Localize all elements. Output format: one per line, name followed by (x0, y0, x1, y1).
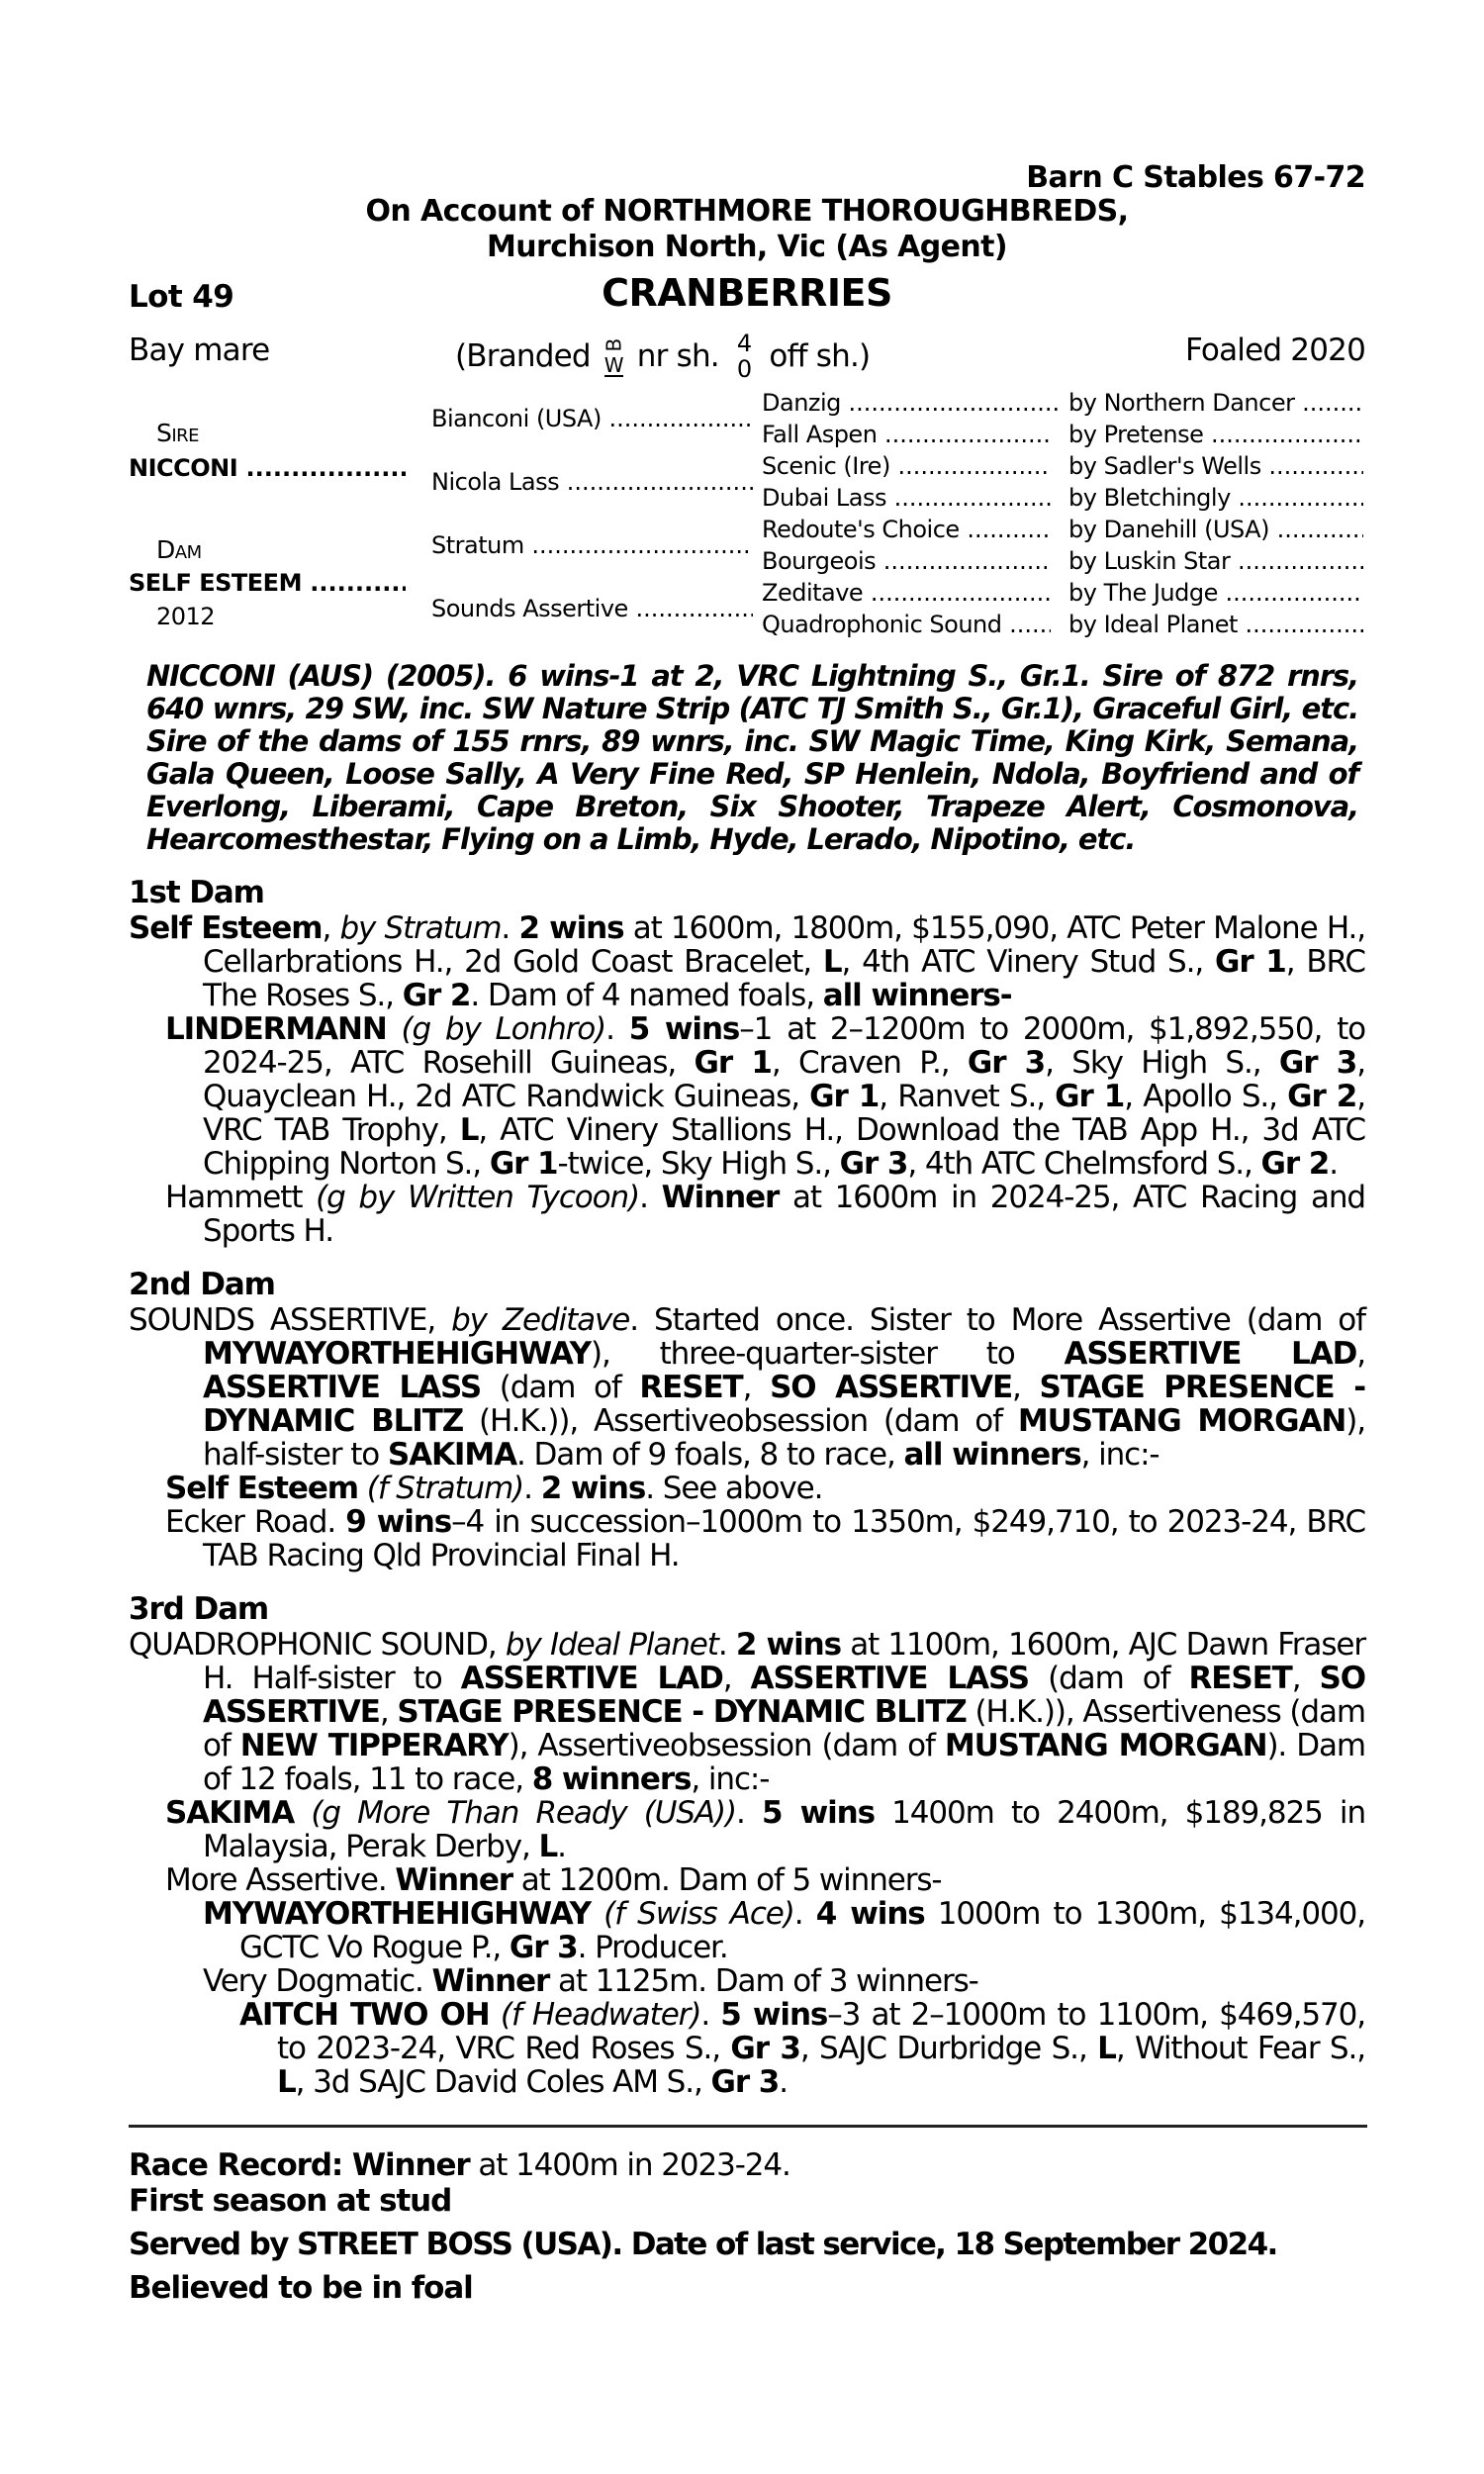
text: . (736, 1795, 762, 1831)
text: ), half-sister to (203, 1403, 1365, 1473)
progeny-entry (129, 1964, 1365, 1998)
text (591, 1896, 603, 1932)
bold-text: Gr 1 (694, 1045, 772, 1081)
bold-text: Gr 3 (710, 2064, 780, 2100)
bold-text: MUSTANG MORGAN (1017, 1403, 1346, 1439)
text: , (1291, 1661, 1320, 1696)
bold-text: AITCH TWO OH (239, 1997, 490, 2033)
text (358, 1471, 367, 1506)
text: , Ranvet S., (879, 1079, 1056, 1114)
bold-text: SAKIMA (165, 1795, 295, 1831)
great-grandparent-sire: by Pretense ..... (1068, 420, 1363, 450)
text: -twice, Sky High S., (557, 1146, 840, 1182)
text: (H.K.)), Assertiveness (dam of (203, 1694, 1365, 1763)
bold-text: 5 wins (628, 1011, 740, 1047)
text: . Producer. (577, 1930, 728, 1965)
bold-text: ASSERTIVE LASS (750, 1661, 1030, 1696)
text: –3 at 2–1000m to 1100m, $469,570, to 2023-24, VRC Red Roses S., (277, 1997, 1365, 2066)
bold-text: Gr 2 (1287, 1079, 1357, 1114)
race-record (129, 2147, 1365, 2183)
text (387, 1011, 402, 1047)
bold-text: 2 wins (735, 1627, 841, 1663)
text: , 3d SAJC David Coles AM S., (295, 2064, 711, 2100)
brand-near-shoulder: nr sh. (636, 338, 719, 374)
text: , (322, 910, 340, 946)
bold-text: MYWAYORTHEHIGHWAY (203, 1336, 592, 1372)
bold-text: 9 wins (345, 1504, 452, 1540)
text: (H.K.)), Assertiveobsession (dam of (463, 1403, 1018, 1439)
text: . (605, 1011, 629, 1047)
italic-text: (g by Lonhro) (401, 1011, 606, 1047)
progeny-entry (129, 1863, 1365, 1897)
text: . (779, 2064, 788, 2100)
text: More Assertive. (165, 1862, 396, 1898)
text: , 4th ATC Chelmsford S., (907, 1146, 1261, 1182)
italic-text: (f Swiss Ace) (603, 1896, 794, 1932)
bold-text: RESET (1188, 1661, 1292, 1696)
text: . (523, 1471, 541, 1506)
progeny-entry (129, 1998, 1365, 2099)
bold-text: 8 winners (531, 1761, 692, 1797)
italic-text: (g More Than Ready (USA)) (311, 1795, 737, 1831)
race-record-label: Race Record: Winner (129, 2147, 470, 2183)
text: at 1100m, 1600m, AJC Dawn Fraser H. Half-sister to (203, 1627, 1365, 1696)
bold-text: RESET (639, 1370, 743, 1405)
text: SOUNDS ASSERTIVE, (129, 1302, 452, 1338)
bold-text: 5 wins (761, 1795, 875, 1831)
italic-text: (g by Written Tycoon) (316, 1180, 640, 1215)
great-grandparent-sire: by Ideal Planet ..... (1068, 610, 1363, 640)
bold-text: Gr 1 (1055, 1079, 1125, 1114)
great-grandparent-sire: by Sadler's Wells ..... (1068, 451, 1363, 482)
bold-text: 5 wins (720, 1997, 828, 2033)
text: –1 at 2–1200m to 2000m, $1,892,550, to 2024-25, ATC Rosehill Guineas, (203, 1011, 1365, 1081)
progeny-entry (129, 1505, 1365, 1572)
text: –4 in succession–1000m to 1350m, $249,710, to 2023-24, BRC TAB Racing Qld Provincial Final H. (203, 1504, 1365, 1573)
text: , Quayclean H., 2d ATC Randwick Guineas, (203, 1045, 1365, 1114)
bold-text: 2 wins (540, 1471, 646, 1506)
bold-text: MUSTANG MORGAN (944, 1728, 1267, 1763)
bold-text: Self Esteem (129, 910, 323, 946)
first-dam-section (129, 874, 1365, 1248)
bold-text: Gr 3 (839, 1146, 908, 1182)
great-grandparent-sire: by Bletchingly ..... (1068, 483, 1363, 514)
italic-text: by Ideal Planet (505, 1627, 718, 1663)
bold-text: Gr 3 (730, 2031, 800, 2066)
text: (dam of (1029, 1661, 1189, 1696)
text: , (722, 1661, 751, 1696)
bold-text: Gr 3 (509, 1930, 578, 1965)
dam-label: Dam (156, 535, 202, 564)
second-dam-title: 2nd Dam (129, 1267, 275, 1302)
text: , (379, 1694, 398, 1730)
bold-text: Winner (395, 1862, 512, 1898)
text: . (700, 1997, 721, 2033)
text: (dam of (481, 1370, 640, 1405)
italic-text: (f Headwater) (500, 1997, 701, 2033)
bold-text: STAGE PRESENCE - DYNAMIC BLITZ (397, 1694, 967, 1730)
text: , SAJC Durbridge S., (799, 2031, 1098, 2066)
race-record-text: at 1400m in 2023-24. (469, 2147, 790, 2183)
text: at 1600m in 2024-25, ATC Racing and Sports H. (203, 1180, 1365, 1249)
text: . (501, 910, 519, 946)
text: . (1329, 1146, 1338, 1182)
great-grandparent: Redoute's Choice ..... (762, 515, 1051, 545)
second-dam-entries (129, 1303, 1365, 1572)
great-grandparent-sire: by Luskin Star ..... (1068, 546, 1363, 577)
text: at 1125m. Dam of 3 winners- (549, 1963, 978, 1999)
bold-text: all winners (903, 1437, 1081, 1473)
great-grandparent-sire: by Northern Dancer ..... (1068, 388, 1363, 419)
bold-text: ASSERTIVE LAD (460, 1661, 723, 1696)
lot-number: Lot 49 (129, 279, 234, 315)
text: , BRC The Roses S., (203, 944, 1365, 1013)
italic-text: by Stratum (339, 910, 502, 946)
text: . (793, 1896, 816, 1932)
text: , Craven P., (771, 1045, 968, 1081)
pedigree-table (129, 376, 1365, 648)
text: , Apollo S., (1124, 1079, 1288, 1114)
brand-number-top: 4 (736, 330, 752, 357)
progeny-entry (129, 1012, 1365, 1181)
bold-text: Gr 2 (1260, 1146, 1330, 1182)
bold-text: SO ASSERTIVE (770, 1370, 1013, 1405)
bold-text: 2 wins (518, 910, 624, 946)
colour-sex: Bay mare (129, 333, 270, 368)
bold-text: SAKIMA (387, 1437, 517, 1473)
bold-text: SO ASSERTIVE (203, 1661, 1366, 1730)
granddam-sire: Nicola Lass ..... (431, 467, 753, 498)
second-dam-section (129, 1266, 1365, 1572)
text (490, 1997, 501, 2033)
dam-name: SELF ESTEEM ..... (129, 568, 406, 599)
barn-location: Barn C Stables 67-72 (1026, 160, 1365, 195)
great-grandparent: Zeditave ..... (762, 578, 1051, 609)
grandsire-sire: Bianconi (USA) ..... (431, 404, 753, 434)
bold-text: L (277, 2064, 296, 2100)
bold-text: ASSERTIVE LAD (1064, 1336, 1357, 1372)
brand-off-shoulder: off sh.) (769, 338, 871, 374)
third-dam-section (129, 1590, 1365, 2099)
bold-text: LINDERMANN (165, 1011, 387, 1047)
progeny-entry (129, 911, 1365, 1012)
bold-text: NEW TIPPERARY (239, 1728, 509, 1763)
bold-text: Gr 3 (1278, 1045, 1357, 1081)
text: . Started once. Sister to More Assertive (dam of (629, 1302, 1365, 1338)
text: Ecker Road. (165, 1504, 346, 1540)
brand-top-letter: B (602, 338, 626, 352)
text: . (557, 1829, 566, 1864)
text: at 1600m, 1800m, $155,090, ATC Peter Malone H., Cellarbrations H., 2d Gold Coast Bracelet, (203, 910, 1365, 980)
bold-text: Winner (431, 1963, 550, 1999)
great-grandparent: Dubai Lass ..... (762, 483, 1051, 514)
progeny-entry (129, 1897, 1365, 1964)
text (294, 1795, 311, 1831)
text: , inc:- (1080, 1437, 1159, 1473)
horse-name: CRANBERRIES (602, 271, 892, 315)
progeny-entry (129, 1303, 1365, 1472)
bold-text: Gr 1 (1215, 944, 1286, 980)
great-grandparent: Bourgeois ..... (762, 546, 1051, 577)
stud-note: First season at stud (129, 2183, 452, 2219)
foaled-year: Foaled 2020 (1185, 333, 1365, 368)
vendor-line-1: On Account of NORTHMORE THOROUGHBREDS, (365, 194, 1129, 229)
italic-text: (f Stratum) (366, 1471, 524, 1506)
sire-name: NICCONI ..... (129, 453, 406, 484)
bold-text: L (538, 1829, 558, 1864)
progeny-entry (129, 1472, 1365, 1505)
catalogue-header (129, 0, 1365, 383)
first-dam-title: 1st Dam (129, 875, 264, 910)
service-note: Served by STREET BOSS (USA). Date of last service, 18 September 2024. (129, 2227, 1277, 2262)
text: at 1200m. Dam of 5 winners- (512, 1862, 942, 1898)
great-grandparent: Scenic (Ire) ..... (762, 451, 1051, 482)
granddam-dam: Sounds Assertive ..... (431, 594, 753, 624)
text: 1400m to 2400m, $189,825 in Malaysia, Perak Derby, (203, 1795, 1365, 1864)
bold-text: Gr 1 (489, 1146, 558, 1182)
great-grandparent-sire: by The Judge ..... (1068, 578, 1363, 609)
bold-text: MYWAYORTHEHIGHWAY (203, 1896, 592, 1932)
bold-text: Gr 3 (967, 1045, 1046, 1081)
first-dam-entries (129, 911, 1365, 1248)
text: . See above. (645, 1471, 823, 1506)
text: . Dam of 9 foals, 8 to race, (516, 1437, 904, 1473)
bold-text: Winner (661, 1180, 780, 1215)
text: Hammett (165, 1180, 317, 1215)
great-grandparent: Fall Aspen ..... (762, 420, 1051, 450)
text: , 4th ATC Vinery Stud S., (841, 944, 1215, 980)
section-divider (129, 2125, 1367, 2128)
great-grandparent-sire: by Danehill (USA) ..... (1068, 515, 1363, 545)
text: , (1356, 1336, 1365, 1372)
text: , VRC TAB Trophy, (203, 1079, 1366, 1148)
bold-text: Gr 1 (809, 1079, 880, 1114)
brand-bottom-letter: W (603, 353, 623, 377)
text: , (1012, 1370, 1040, 1405)
sire-summary: NICCONI (AUS) (2005). 6 wins-1 at 2, VRC Lightning S., Gr.1. Sire of 872 rnrs, 640 wnrs, 29 SW, inc. SW Nature Strip (ATC TJ Smith S., Gr.1), Graceful Girl, etc. Sire of the dams of 155 rnrs, 89 wnrs, inc. SW Magic Time, King Kirk, Semana, Gala Queen, Loose Sally, A Very Fine Red, SP Henlein, Ndola, Boyfriend and of Everlong, Liberami, Cape Breton, Six Shooter, Trapeze Alert, Cosmonova, Hearcomesthestar, Flying on a Limb, Hyde, Lerado, Nipotino, etc. (146, 659, 1358, 856)
bold-text: STAGE PRESENCE - DYNAMIC BLITZ (203, 1370, 1366, 1439)
bold-text: Gr 2 (402, 978, 471, 1013)
great-grandparent: Danzig ..... (762, 388, 1059, 419)
text: , Without Fear S., (1115, 2031, 1366, 2066)
bold-text: L (1097, 2031, 1116, 2066)
vendor-line-2: Murchison North, Vic (As Agent) (486, 230, 1008, 264)
text: Very Dogmatic. (203, 1963, 432, 1999)
bold-text: all winners- (822, 978, 1012, 1013)
text: ). Dam of 12 foals, 11 to race, (203, 1728, 1365, 1797)
text: . (639, 1180, 662, 1215)
progeny-entry (129, 1181, 1365, 1248)
brand-mark-icon (602, 335, 626, 377)
bold-text: L (459, 1112, 479, 1148)
great-grandparent: Quadrophonic Sound ..... (762, 610, 1051, 640)
bold-text: ASSERTIVE LASS (203, 1370, 482, 1405)
brand-number-bottom: 0 (736, 355, 752, 383)
catalogue-page (129, 0, 1365, 2306)
text: ), three-quarter-sister to (591, 1336, 1065, 1372)
third-dam-entries (129, 1628, 1365, 2099)
progeny-entry (129, 1796, 1365, 1863)
text: ), Assertiveobsession (dam of (508, 1728, 945, 1763)
progeny-entry (129, 1628, 1365, 1796)
text: , Sky High S., (1045, 1045, 1279, 1081)
bold-text: 4 wins (815, 1896, 925, 1932)
foal-note: Believed to be in foal (129, 2270, 473, 2306)
text: . Dam of 4 named foals, (470, 978, 823, 1013)
text: , (742, 1370, 771, 1405)
text: , inc:- (691, 1761, 770, 1797)
bold-text: Self Esteem (165, 1471, 358, 1506)
dam-foaled-year: 2012 (156, 603, 216, 630)
text: QUADROPHONIC SOUND, (129, 1627, 506, 1663)
bold-text: L (822, 944, 842, 980)
third-dam-title: 3rd Dam (129, 1591, 269, 1627)
sire-label: Sire (156, 419, 200, 447)
italic-text: by Zeditave (451, 1302, 630, 1338)
brand-prefix: (Branded (455, 338, 591, 374)
brand-number (737, 331, 751, 382)
text: , ATC Vinery Stallions H., Download the TAB App H., 3d ATC Chipping Norton S., (203, 1112, 1365, 1182)
text: . (717, 1627, 736, 1663)
grandsire-dam: Stratum ..... (431, 530, 753, 561)
footer-notes (129, 2147, 1365, 2306)
text: 1000m to 1300m, $134,000, GCTC Vo Rogue P., (239, 1896, 1365, 1965)
